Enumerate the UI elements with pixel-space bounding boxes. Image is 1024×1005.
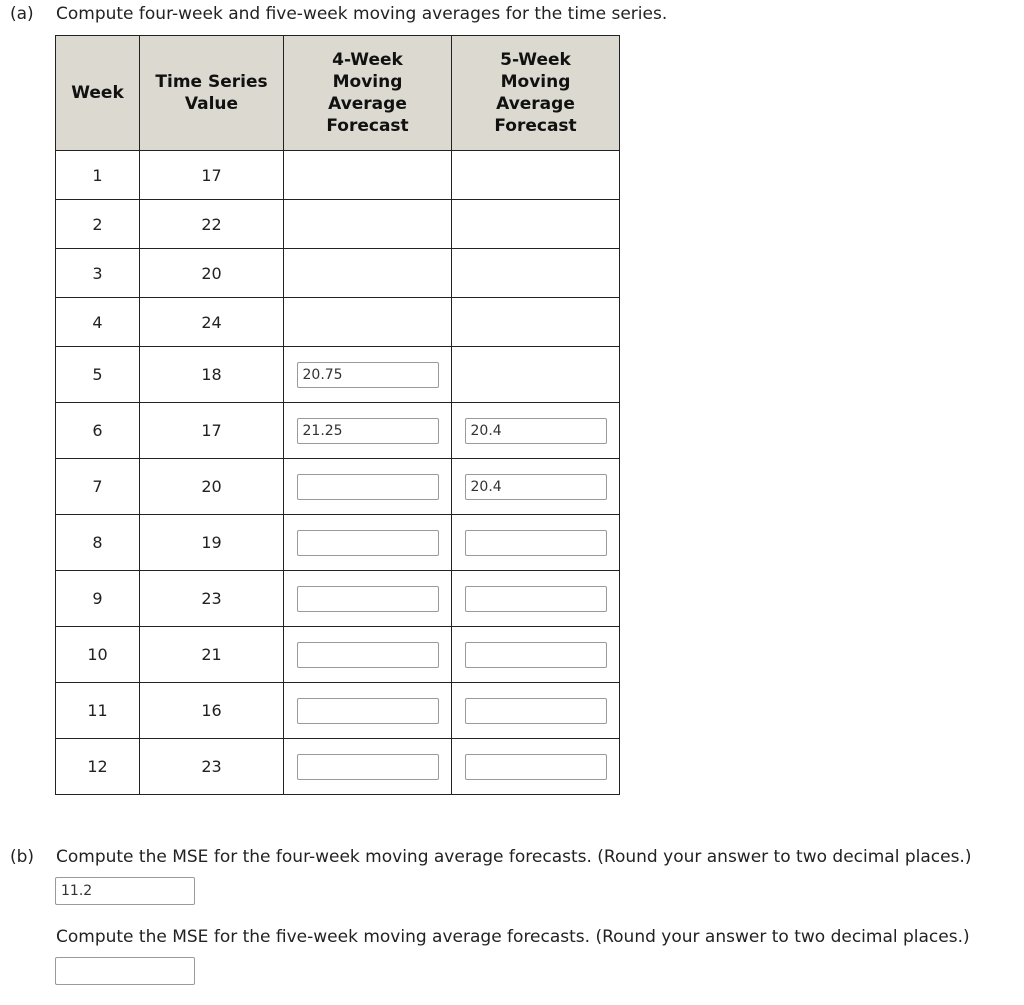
four-week-cell-empty <box>284 151 452 200</box>
time-series-value-cell: 20 <box>140 459 284 515</box>
four-week-cell <box>284 347 452 403</box>
week-cell: 6 <box>56 403 140 459</box>
table-row <box>56 403 620 459</box>
part-b-prompt-five-week: Compute the MSE for the five-week moving average forecasts. (Round your answer to two decimal places.) <box>56 927 970 947</box>
time-series-value-cell: 16 <box>140 683 284 739</box>
five-week-cell <box>452 515 620 571</box>
week-cell: 5 <box>56 347 140 403</box>
table-row <box>56 515 620 571</box>
five-week-forecast-input-week-11[interactable] <box>465 698 607 724</box>
table-row <box>56 347 620 403</box>
week-cell: 3 <box>56 249 140 298</box>
time-series-value-cell: 21 <box>140 627 284 683</box>
five-week-cell <box>452 739 620 795</box>
five-week-forecast-input-week-10[interactable] <box>465 642 607 668</box>
table-row <box>56 249 620 298</box>
time-series-value-cell: 23 <box>140 571 284 627</box>
week-cell: 12 <box>56 739 140 795</box>
table-row <box>56 151 620 200</box>
five-week-cell <box>452 403 620 459</box>
table-header-row <box>56 36 620 151</box>
five-week-cell-empty <box>452 200 620 249</box>
time-series-value-cell: 24 <box>140 298 284 347</box>
five-week-cell-empty <box>452 151 620 200</box>
four-week-forecast-input-week-6[interactable] <box>297 418 439 444</box>
four-week-cell-empty <box>284 249 452 298</box>
five-week-forecast-input-week-7[interactable] <box>465 474 607 500</box>
table-row <box>56 571 620 627</box>
week-cell: 2 <box>56 200 140 249</box>
five-week-cell <box>452 459 620 515</box>
five-week-cell <box>452 683 620 739</box>
part-b-prompt-four-week: Compute the MSE for the four-week moving average forecasts. (Round your answer to two decimal places.) <box>56 847 972 867</box>
five-week-forecast-input-week-6[interactable] <box>465 418 607 444</box>
four-week-cell-empty <box>284 298 452 347</box>
five-week-forecast-input-week-12[interactable] <box>465 754 607 780</box>
week-cell: 11 <box>56 683 140 739</box>
four-week-cell <box>284 739 452 795</box>
mse-four-week-input[interactable] <box>55 877 195 905</box>
table-row <box>56 739 620 795</box>
part-b-label: (b) <box>10 847 35 867</box>
five-week-cell <box>452 571 620 627</box>
time-series-value-cell: 23 <box>140 739 284 795</box>
table-row <box>56 683 620 739</box>
four-week-forecast-input-week-7[interactable] <box>297 474 439 500</box>
week-cell: 1 <box>56 151 140 200</box>
five-week-cell-empty <box>452 347 620 403</box>
part-a-prompt: Compute four-week and five-week moving averages for the time series. <box>56 4 668 24</box>
week-cell: 9 <box>56 571 140 627</box>
four-week-forecast-input-week-11[interactable] <box>297 698 439 724</box>
four-week-forecast-input-week-10[interactable] <box>297 642 439 668</box>
moving-average-table <box>55 35 620 795</box>
table-row <box>56 200 620 249</box>
five-week-forecast-input-week-8[interactable] <box>465 530 607 556</box>
time-series-value-cell: 20 <box>140 249 284 298</box>
time-series-value-cell: 19 <box>140 515 284 571</box>
time-series-value-cell: 22 <box>140 200 284 249</box>
header-4-week-forecast: 4-Week Moving Average Forecast <box>284 36 452 151</box>
week-cell: 8 <box>56 515 140 571</box>
five-week-cell-empty <box>452 249 620 298</box>
four-week-cell <box>284 459 452 515</box>
time-series-value-cell: 17 <box>140 403 284 459</box>
week-cell: 7 <box>56 459 140 515</box>
time-series-value-cell: 17 <box>140 151 284 200</box>
four-week-forecast-input-week-8[interactable] <box>297 530 439 556</box>
part-a-label: (a) <box>10 4 34 24</box>
four-week-cell <box>284 403 452 459</box>
four-week-cell <box>284 515 452 571</box>
four-week-cell-empty <box>284 200 452 249</box>
four-week-cell <box>284 627 452 683</box>
table-row <box>56 627 620 683</box>
four-week-cell <box>284 571 452 627</box>
header-5-week-forecast: 5-Week Moving Average Forecast <box>452 36 620 151</box>
header-time-series-value: Time Series Value <box>140 36 284 151</box>
week-cell: 10 <box>56 627 140 683</box>
four-week-cell <box>284 683 452 739</box>
five-week-cell-empty <box>452 298 620 347</box>
header-week: Week <box>56 36 140 151</box>
four-week-forecast-input-week-9[interactable] <box>297 586 439 612</box>
table-row <box>56 459 620 515</box>
table-row <box>56 298 620 347</box>
four-week-forecast-input-week-5[interactable] <box>297 362 439 388</box>
mse-five-week-input[interactable] <box>55 957 195 985</box>
five-week-cell <box>452 627 620 683</box>
time-series-value-cell: 18 <box>140 347 284 403</box>
week-cell: 4 <box>56 298 140 347</box>
four-week-forecast-input-week-12[interactable] <box>297 754 439 780</box>
five-week-forecast-input-week-9[interactable] <box>465 586 607 612</box>
